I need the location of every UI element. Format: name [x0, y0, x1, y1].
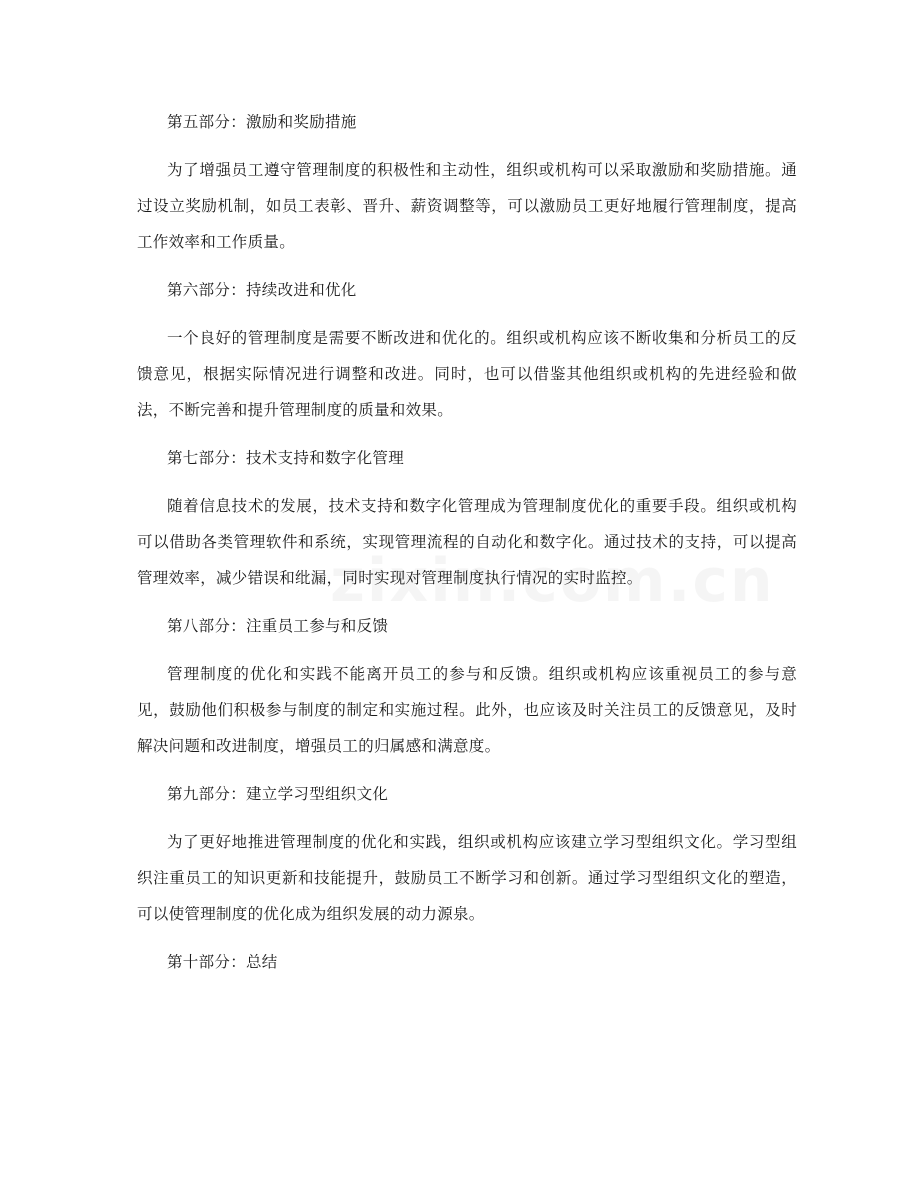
- section-heading: 第五部分：激励和奖励措施: [167, 113, 357, 131]
- section-heading: 第六部分：持续改进和优化: [167, 281, 357, 299]
- section-paragraph: 为了增强员工遵守管理制度的积极性和主动性，组织或机构可以采取激励和奖励措施。通过设立奖励机制，如员工表彰、晋升、薪资调整等，可以激励员工更好地履行管理制度，提高工作效率和工作质量。: [137, 161, 797, 251]
- section-heading: 第八部分：注重员工参与和反馈: [167, 617, 389, 635]
- document-content: [137, 104, 797, 992]
- section-paragraph: 管理制度的优化和实践不能离开员工的参与和反馈。组织或机构应该重视员工的参与意见，鼓励他们积极参与制度的制定和实施过程。此外，也应该及时关注员工的反馈意见，及时解决问题和改进制度，增强员工的归属感和满意度。: [137, 665, 797, 755]
- section-heading: 第九部分：建立学习型组织文化: [167, 785, 389, 803]
- section-paragraph: 随着信息技术的发展，技术支持和数字化管理成为管理制度优化的重要手段。组织或机构可以借助各类管理软件和系统，实现管理流程的自动化和数字化。通过技术的支持，可以提高管理效率，减少错误和纰漏，同时实现对管理制度执行情况的实时监控。: [137, 497, 797, 587]
- section-paragraph: 一个良好的管理制度是需要不断改进和优化的。组织或机构应该不断收集和分析员工的反馈意见，根据实际情况进行调整和改进。同时，也可以借鉴其他组织或机构的先进经验和做法，不断完善和提升管理制度的质量和效果。: [137, 329, 797, 419]
- section-paragraph: 为了更好地推进管理制度的优化和实践，组织或机构应该建立学习型组织文化。学习型组织注重员工的知识更新和技能提升，鼓励员工不断学习和创新。通过学习型组织文化的塑造，可以使管理制度的优化成为组织发展的动力源泉。: [137, 833, 797, 923]
- section-heading: 第七部分：技术支持和数字化管理: [167, 449, 405, 467]
- section-heading: 第十部分：总结: [167, 953, 278, 971]
